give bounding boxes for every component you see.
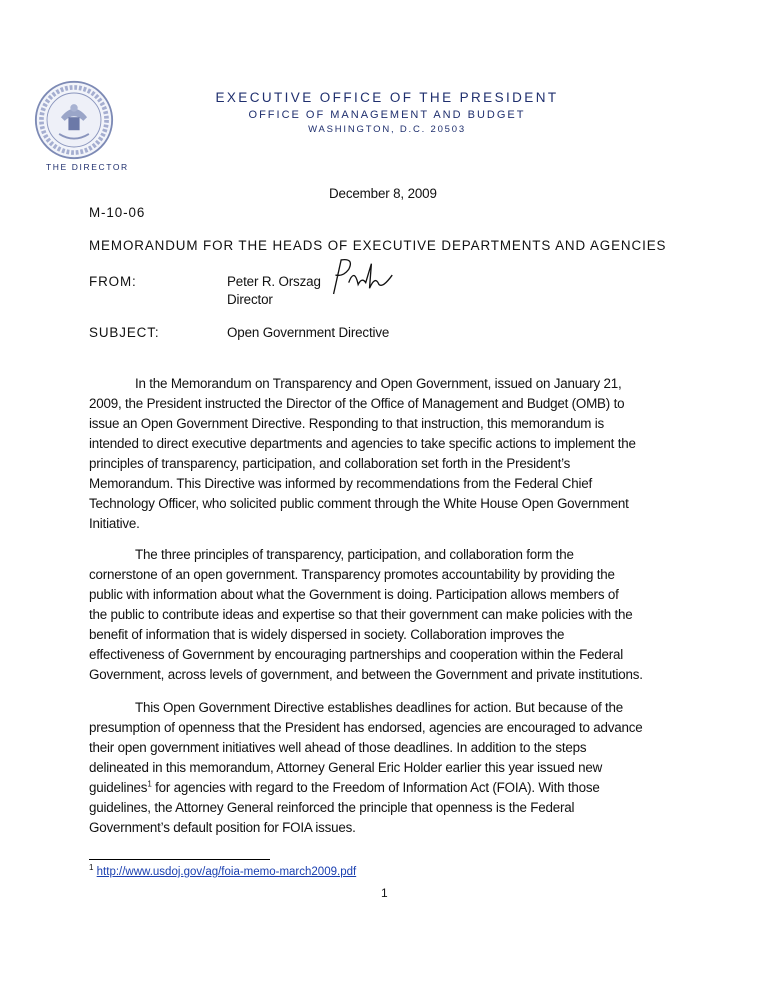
page-number: 1 [381, 886, 388, 900]
line: Memorandum. This Directive was informed by recommendations from the Federal Chief [89, 476, 593, 491]
footnote-divider [89, 859, 270, 860]
line: In the Memorandum on Transparency and Open Government, issued on January 21, [135, 376, 622, 391]
line: public with information about what the Government is doing. Participation allows members of [89, 587, 619, 602]
line: the public to contribute ideas and expertise so that their government can make policies with the [89, 607, 633, 622]
line: Initiative. [89, 516, 140, 531]
memo-date: December 8, 2009 [329, 186, 437, 201]
paragraph-1 [89, 374, 636, 534]
letterhead-subtitle: OFFICE OF MANAGEMENT AND BUDGET [248, 109, 526, 121]
line: The three principles of transparency, participation, and collaboration form the [135, 547, 574, 562]
line: effectiveness of Government by encouraging partnerships and cooperation within the Federal [89, 647, 624, 662]
from-name: Peter R. Orszag [227, 274, 321, 289]
line: intended to direct executive departments and agencies to take specific actions to implement the [89, 436, 636, 451]
line: issue an Open Government Directive. Responding to that instruction, this memorandum is [89, 416, 604, 431]
line: 2009, the President instructed the Director of the Office of Management and Budget (OMB) to [89, 396, 625, 411]
line: Government’s default position for FOIA issues. [89, 820, 356, 835]
text: guidelines [89, 780, 148, 795]
footnote-number: 1 [89, 863, 94, 873]
footnote-link[interactable]: http://www.usdoj.gov/ag/foia-memo-march2009.pdf [96, 866, 357, 878]
from-label: FROM: [89, 274, 137, 289]
footnote [89, 863, 357, 879]
text: for agencies with regard to the Freedom of Information Act (FOIA). With those [151, 780, 600, 795]
line: their open government initiatives well ahead of those deadlines. In addition to the steps [89, 740, 587, 755]
director-label: THE DIRECTOR [46, 162, 129, 172]
from-title: Director [227, 292, 273, 307]
line: Technology Officer, who solicited public comment through the White House Open Government [89, 496, 629, 511]
letterhead-address: WASHINGTON, D.C. 20503 [308, 124, 466, 135]
line: principles of transparency, participation, and collaboration set forth in the President’s [89, 456, 571, 471]
line: benefit of information that is widely dispersed in society. Collaboration improves the [89, 627, 565, 642]
line: presumption of openness that the President has endorsed, agencies are encouraged to advance [89, 720, 643, 735]
line: cornerstone of an open government. Transparency promotes accountability by providing the [89, 567, 615, 582]
line: Government, across levels of government, and between the Government and private institutions. [89, 667, 643, 682]
memo-heading: MEMORANDUM FOR THE HEADS OF EXECUTIVE DEPARTMENTS AND AGENCIES [89, 238, 667, 253]
subject-text: Open Government Directive [227, 325, 390, 340]
signature [326, 255, 396, 297]
paragraph-3 [89, 698, 643, 838]
letterhead-title: EXECUTIVE OFFICE OF THE PRESIDENT [215, 90, 559, 105]
line: delineated in this memorandum, Attorney General Eric Holder earlier this year issued new [89, 760, 603, 775]
memo-number: M-10-06 [89, 205, 146, 220]
line: guidelines, the Attorney General reinforced the principle that openness is the Federal [89, 800, 575, 815]
paragraph-2 [89, 545, 643, 685]
footnote-ref[interactable]: 1 [147, 779, 152, 789]
line: This Open Government Directive establishes deadlines for action. But because of the [135, 700, 624, 715]
line [89, 778, 643, 798]
subject-label: SUBJECT: [89, 325, 160, 340]
